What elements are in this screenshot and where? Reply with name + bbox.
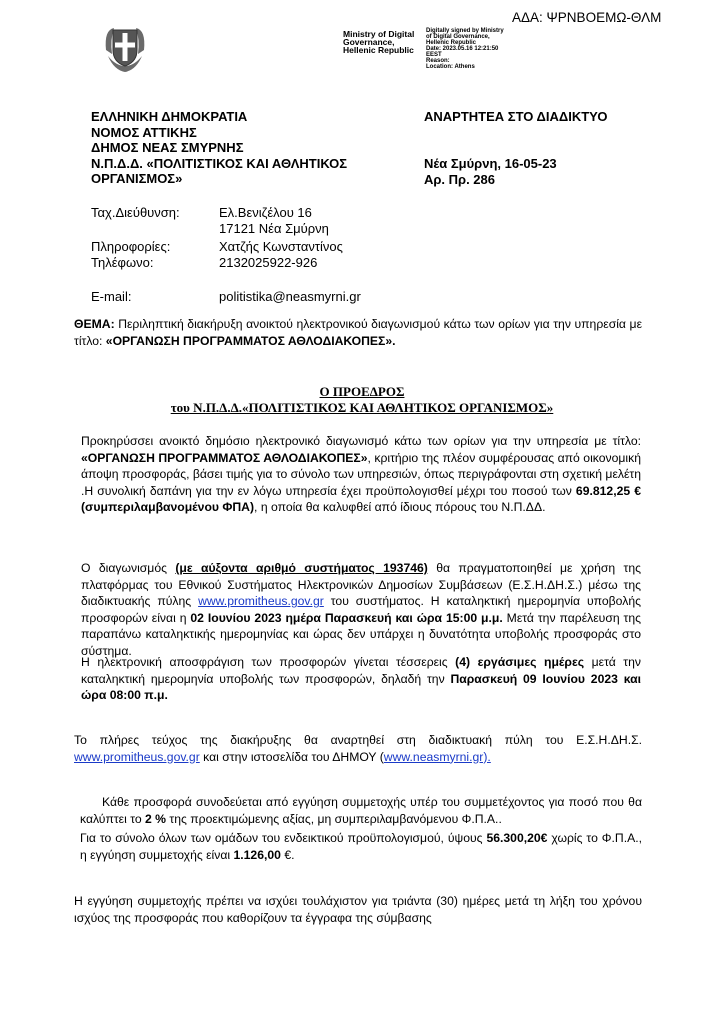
signature-detail-line: of Digital Governance, <box>426 34 490 40</box>
phone-label: Τηλέφωνο: <box>91 255 154 270</box>
signature-detail-line: Digitally signed by Ministry <box>426 28 504 34</box>
text-run: της προεκτιμώμενης αξίας, μη συμπεριλαμβανόμενου Φ.Π.Α.. <box>166 811 502 826</box>
subject <box>74 316 642 349</box>
signature-detail-line: Reason: <box>426 58 450 64</box>
guarantee-percent: 2 % <box>145 811 167 826</box>
signature-details <box>426 28 516 70</box>
text-run: «ΟΡΓΑΝΩΣΗ ΠΡΟΓΡΑΜΜΑΤΟΣ ΑΘΛΟΔΙΑΚΟΠΕΣ» <box>81 450 368 465</box>
place-date: Νέα Σμύρνη, 16-05-23 <box>424 156 557 171</box>
text-run: , κριτήριο της πλέον συμφέρουσας από οικονομική άποψη προσφοράς, βάσει τιμής για το σύνολο των υπηρεσιών, όπως περιγράφονται στη σχετική μελέτη .Η συνολική δαπάνη για την εν λόγω υπηρεσία έχει προϋπολογισθεί μέχρι του ποσού των <box>81 450 641 498</box>
info-label: Πληροφορίες: <box>91 239 171 254</box>
subject-text: Περιληπτική διακήρυξη ανοικτού ηλεκτρονικού διαγωνισμού κάτω των ορίων για την υπηρεσία με τίτλο: <box>74 317 642 348</box>
signature-detail-line: Date: 2023.05.16 12:21:50 <box>426 46 499 52</box>
guarantee-amount: 1.126,00 <box>233 847 281 862</box>
text-run: Η ηλεκτρονική αποσφράγιση των προσφορών γίνεται τέσσερεις <box>81 655 456 669</box>
issuer-line: ΔΗΜΟΣ ΝΕΑΣ ΣΜΥΡΝΗΣ <box>91 140 244 155</box>
email-label: E-mail: <box>91 289 132 304</box>
text-run: χωρίς το Φ.Π.Α., η εγγύηση συμμετοχής είναι <box>80 831 642 862</box>
budget-amount: 69.812,25 € (συμπεριλαμβανομένου ΦΠΑ) <box>81 483 641 515</box>
paragraph-opening <box>81 654 641 704</box>
budget-net: 56.300,20€ <box>486 831 548 845</box>
text-run: €. <box>280 847 295 862</box>
promitheus-link[interactable]: www.promitheus.gov.gr <box>198 594 324 609</box>
neasmyrni-link[interactable]: www.neasmyrni.gr). <box>383 749 491 764</box>
paragraph-budget <box>80 830 642 863</box>
deadline: 02 Ιουνίου 2023 ημέρα Παρασκευή και ώρα 15:00 μ.μ. <box>190 610 503 625</box>
hellenic-republic-emblem-icon <box>100 20 150 76</box>
address-label: Ταχ.Διεύθυνση: <box>91 205 180 220</box>
protocol-number: Αρ. Πρ. 286 <box>424 172 495 187</box>
subject-title: «ΟΡΓΑΝΩΣΗ ΠΡΟΓΡΑΜΜΑΤΟΣ ΑΘΛΟΔΙΑΚΟΠΕΣ». <box>105 333 396 348</box>
text-run: Κάθε προσφορά συνοδεύεται από εγγύηση συμμετοχής υπέρ του συμμετέχοντος για ποσό που θα καλύπτει το <box>80 795 642 826</box>
system-number: (με αύξοντα αριθμό συστήματος 193746) <box>175 561 428 575</box>
text-run: Μετά την παρέλευση της παραπάνω καταληκτικής ημερομηνίας και ώρας δεν υπάρχει η δυνατότητα υποβολής προσφοράς στο σύστημα. <box>81 610 642 658</box>
paragraph-platform <box>81 560 641 660</box>
paragraph-announcement <box>81 433 641 516</box>
paragraph-guarantee <box>80 794 642 827</box>
text-run: και στην ιστοσελίδα του ΔΗΜΟΥ ( <box>199 749 384 764</box>
text-run: Το πλήρες τεύχος της διακήρυξης θα αναρτηθεί στη διαδικτυακή πύλη του Ε.Σ.Η.ΔΗ.Σ. <box>74 733 642 747</box>
paragraph-publication <box>74 732 642 765</box>
issuer-block <box>91 109 411 187</box>
text-run: μετά την καταληκτική ημερομηνία υποβολής των προσφορών, δηλαδή την <box>81 655 641 686</box>
opening-date: Παρασκευή 09 Ιουνίου 2023 και ώρα 08:00 π.μ. <box>81 671 641 703</box>
signature-org <box>343 30 421 54</box>
issuer-line: Ν.Π.Δ.Δ. «ΠΟΛΙΤΙΣΤΙΚΟΣ ΚΑΙ ΑΘΛΗΤΙΚΟΣ <box>91 155 348 171</box>
issuer-line: ΕΛΛΗΝΙΚΗ ΔΗΜΟΚΡΑΤΙΑ <box>91 109 248 124</box>
text-run: Ο διαγωνισμός <box>81 561 176 575</box>
president-heading: Ο ΠΡΟΕΔΡΟΣ <box>319 384 405 399</box>
issuer-line: ΝΟΜΟΣ ΑΤΤΙΚΗΣ <box>91 124 197 140</box>
paragraph-validity: Η εγγύηση συμμετοχής πρέπει να ισχύει τουλάχιστον για τριάντα (30) ημέρες μετά τη λήξη του χρόνου ισχύος της προσφοράς που καθορίζουν τα έγγραφα της σύμβασης <box>74 894 642 925</box>
signature-detail-line: EEST <box>426 52 442 58</box>
president-subheading: του Ν.Π.Δ.Δ.«ΠΟΛΙΤΙΣΤΙΚΟΣ ΚΑΙ ΑΘΛΗΤΙΚΟΣ ΟΡΓΑΝΙΣΜΟΣ» <box>170 400 554 415</box>
address-line1: Ελ.Βενιζέλου 16 <box>219 205 312 220</box>
signature-org-line: Ministry of Digital <box>343 29 415 39</box>
text-run: θα πραγματοποιηθεί με χρήση της πλατφόρμας του Εθνικού Συστήματος Ηλεκτρονικών Δημοσίων Συμβάσεων (Ε.Σ.Η.ΔΗ.Σ.) μέσω της διαδικτυακής πύλης <box>81 561 641 609</box>
text-run: (4) εργάσιμες ημέρες <box>455 655 585 669</box>
email-value: politistika@neasmyrni.gr <box>219 289 361 304</box>
ada-code: ΑΔΑ: ΨΡΝΒΟΕΜΩ-ΘΛΜ <box>512 10 662 25</box>
signature-org-line: Governance, <box>343 37 395 47</box>
text-run: Προκηρύσσει ανοικτό δημόσιο ηλεκτρονικό διαγωνισμό κάτω των ορίων για την υπηρεσία με τίτλο: <box>81 434 641 448</box>
info-value: Χατζής Κωνσταντίνος <box>219 239 343 254</box>
subject-label: ΘΕΜΑ: <box>74 317 115 331</box>
signature-detail-line: Location: Athens <box>426 64 475 70</box>
promitheus-link[interactable]: www.promitheus.gov.gr <box>74 749 200 764</box>
address-line2: 17121 Νέα Σμύρνη <box>219 221 329 236</box>
publish-notice: ΑΝΑΡΤΗΤΕΑ ΣΤΟ ΔΙΑΔΙΚΤΥΟ <box>424 109 608 124</box>
issuer-line: ΟΡΓΑΝΙΣΜΟΣ» <box>91 171 183 186</box>
text-run: του συστήματος. Η καταληκτική ημερομηνία υποβολής προσφορών είναι η <box>81 594 641 625</box>
phone-value: 2132025922-926 <box>219 255 318 270</box>
text-run: Για το σύνολο όλων των ομάδων του ενδεικτικού προϋπολογισμού, ύψους <box>80 831 487 845</box>
signature-detail-line: Hellenic Republic <box>426 40 477 46</box>
text-run: , η οποία θα καλυφθεί από ίδιους πόρους του Ν.Π.ΔΔ. <box>254 500 546 515</box>
signature-org-line: Hellenic Republic <box>343 45 414 55</box>
